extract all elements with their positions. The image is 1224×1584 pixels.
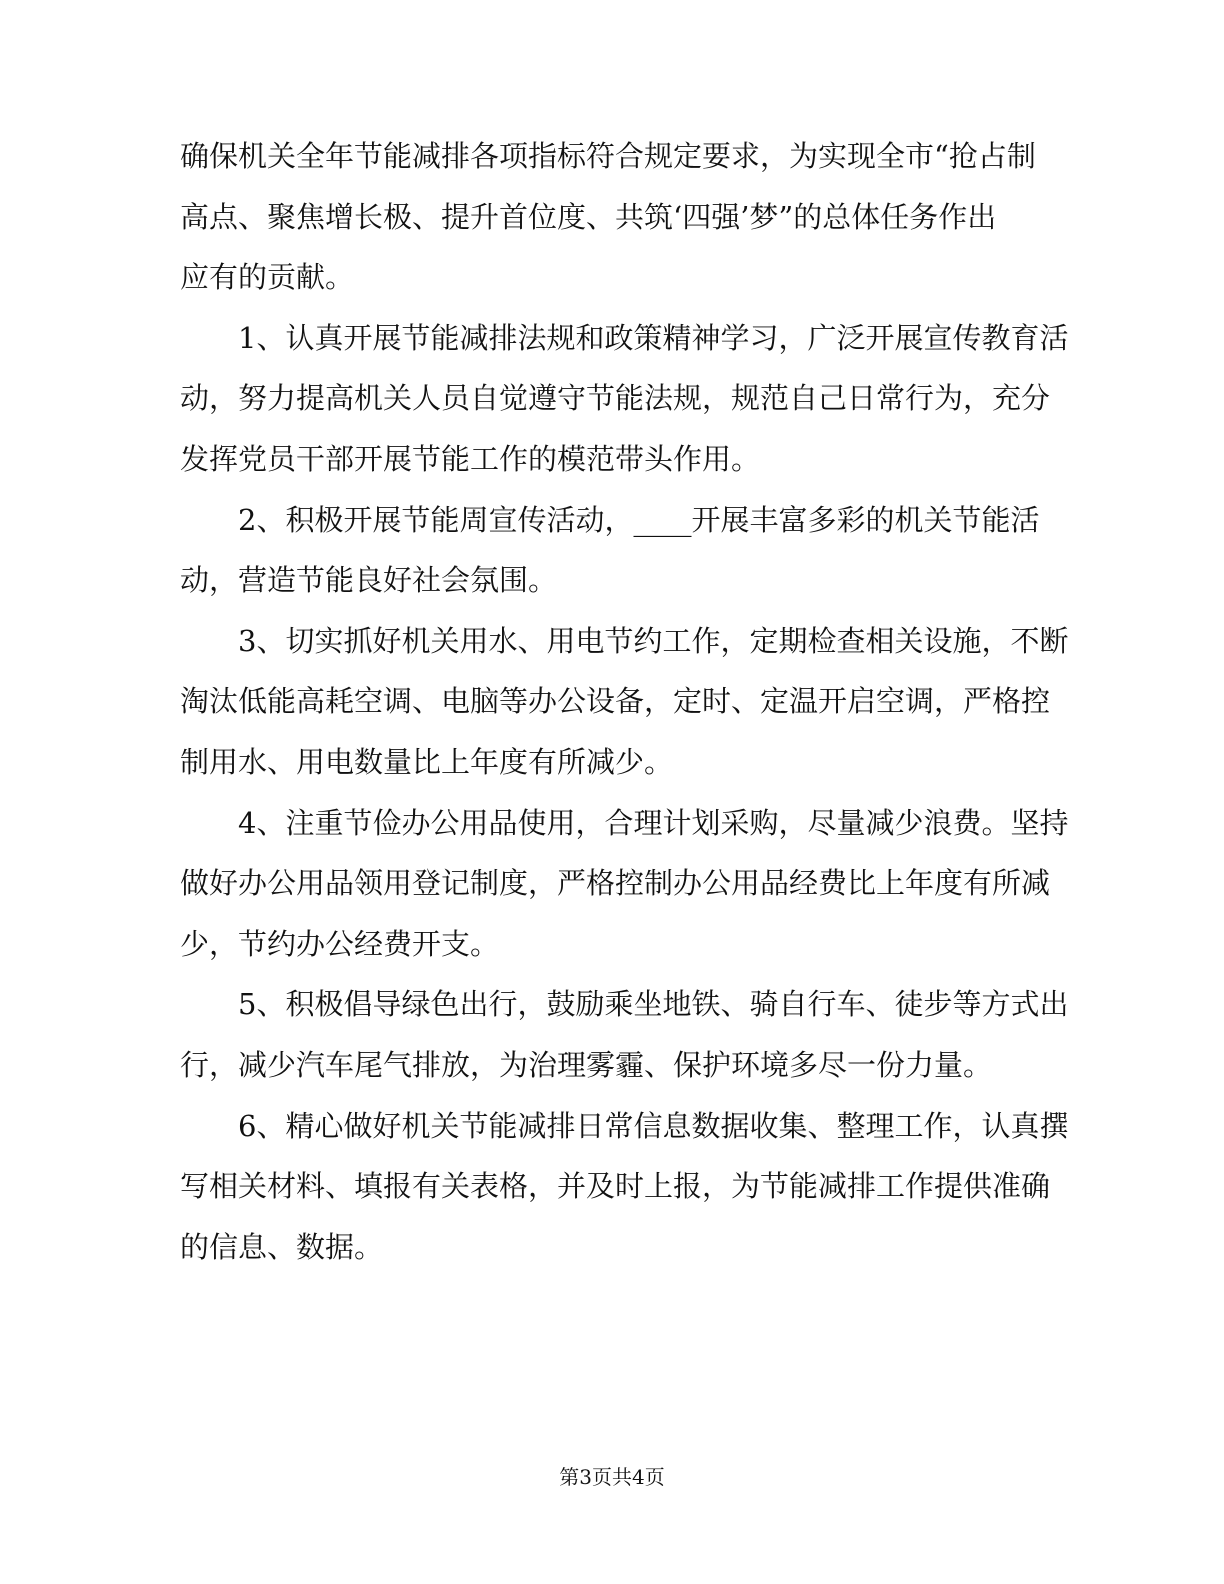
text-line: 3、切实抓好机关用水、用电节约工作，定期检查相关设施，不断 (238, 623, 1069, 658)
text-line: 淘汰低能高耗空调、电脑等办公设备，定时、定温开启空调，严格控 (180, 684, 1051, 719)
text-line: 做好办公用品领用登记制度，严格控制办公用品经费比上年度有所减 (180, 866, 1051, 901)
text-line: 2、积极开展节能周宣传活动，____开展丰富多彩的机关节能活 (238, 502, 1040, 537)
text-line: 少，节约办公经费开支。 (180, 926, 500, 961)
text-line: 行，减少汽车尾气排放，为治理雾霾、保护环境多尽一份力量。 (180, 1047, 993, 1082)
text-line: 制用水、用电数量比上年度有所减少。 (180, 744, 674, 779)
text-line: 发挥党员干部开展节能工作的模范带头作用。 (180, 441, 761, 476)
text-line: 1、认真开展节能减排法规和政策精神学习，广泛开展宣传教育活 (238, 320, 1069, 355)
text-line: 确保机关全年节能减排各项指标符合规定要求，为实现全市“抢占制 (180, 139, 1036, 173)
document-body (180, 126, 1069, 1277)
text-line: 动，营造节能良好社会氛围。 (180, 563, 558, 598)
text-line: 动，努力提高机关人员自觉遵守节能法规，规范自己日常行为，充分 (180, 381, 1051, 416)
page-number: 第3页共4页 (559, 1465, 665, 1489)
text-line: 6、精心做好机关节能减排日常信息数据收集、整理工作，认真撰 (238, 1108, 1069, 1143)
text-line: 写相关材料、填报有关表格，并及时上报，为节能减排工作提供准确 (180, 1169, 1051, 1204)
text-line: 4、注重节俭办公用品使用，合理计划采购，尽量减少浪费。坚持 (238, 805, 1069, 840)
text-line: 应有的贡献。 (180, 260, 355, 295)
text-line: 的信息、数据。 (180, 1229, 384, 1264)
text-line: 5、积极倡导绿色出行，鼓励乘坐地铁、骑自行车、徒步等方式出 (238, 987, 1069, 1022)
text-line: 高点、聚焦增长极、提升首位度、共筑‘四强’梦”的总体任务作出 (180, 199, 997, 234)
